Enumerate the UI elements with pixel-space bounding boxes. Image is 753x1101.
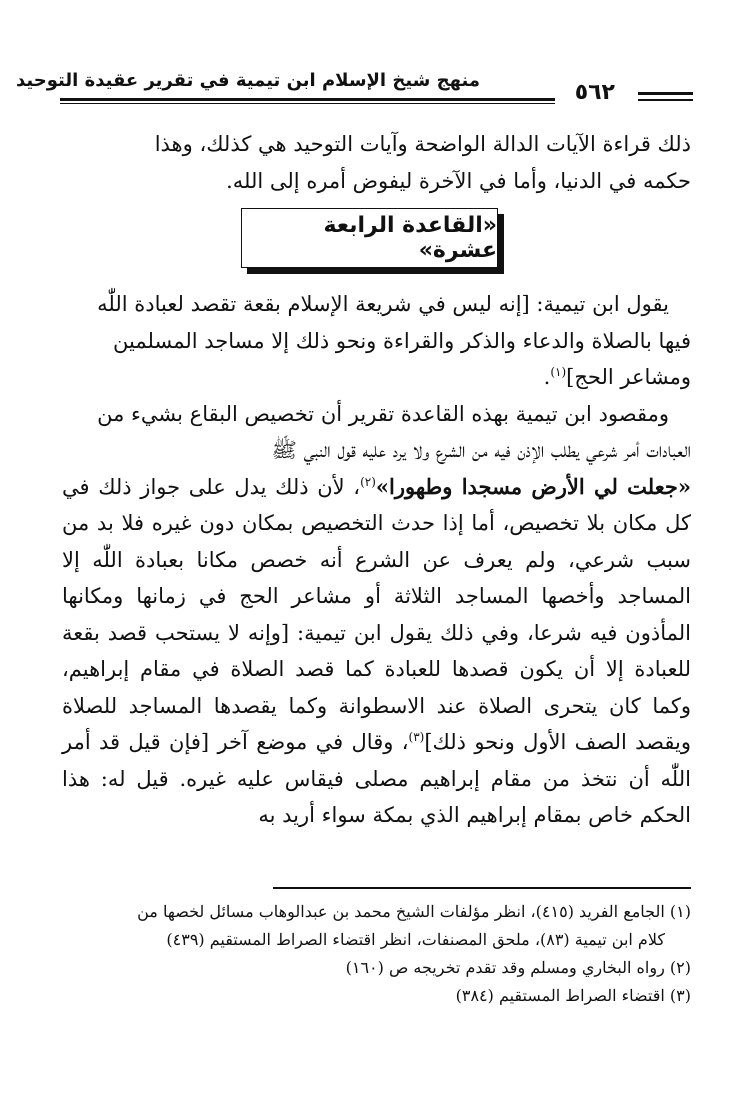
text-block: «جعلت لي الأرض مسجدا وطهورا»$^{(٢)}$، لأن ذلك يدل على جواز ذلك في كل مكان بلا تخصيص، أما إذا حدث التخصيص بمكان دون غيره فلا بد من سبب شرعي، ولم يعرف عن الشرع أنه خصص مكانا بعبادة اللّٰه إلا المساجد وأخصها المساجد الثلاثة أو مشاعر الحج في زمانها ومكانها المأذون فيه شرعا، وفي ذلك يقول ابن تيمية: [وإنه لا يستحب قصد بقعة للعبادة إلا أن يكون قصدها للعبادة كما قصد الصلاة في مقام إبراهيم، وكما كان يتحرى الصلاة عند الاسطوانة وكما يقصدها المساجد للصلاة ويقصد الصف الأول ونحو ذلك]$^{(٣)}$، وقال في موضع آخر [فإن قيل قد أمر اللّٰه أن نتخذ من مقام إبراهيم مصلى فيقاس عليه غيره. قيل له: هذا الحكم خاص بمقام إبراهيم الذي بمكة سواء أريد به <box>62 473 691 827</box>
footnote: (٢) رواه البخاري ومسلم وقد تقدم تخريجه ص (١٦٠) <box>345 958 691 977</box>
hadith-quote: «جعلت لي الأرض مسجدا وطهورا» <box>375 473 691 499</box>
footnote: (٣) اقتضاء الصراط المستقيم (٣٨٤) <box>455 986 691 1005</box>
running-title: منهج شيخ الإسلام ابن تيمية في تقرير عقيدة التوحيد <box>16 70 480 91</box>
quote-line: ومشاعر الحج]$^{(١)}$. <box>543 365 691 389</box>
header-rule-thin <box>60 103 555 104</box>
page-number: ٥٦٢ <box>574 80 615 105</box>
text-line: ذلك قراءة الآيات الدالة الواضحة وآيات التوحيد هي كذلك، وهذا <box>154 132 691 156</box>
header-rule <box>60 98 555 101</box>
footnote: كلام ابن تيمية (٨٣)، ملحق المصنفات، انظر اقتضاء الصراط المستقيم (٤٣٩) <box>166 930 665 949</box>
text-line: العبادات أمر شرعي يطلب الإذن فيه من الشرع ولا يرد عليه قول النبي ﷺ <box>271 438 691 462</box>
footnote-ref[interactable]: (١) <box>550 365 567 379</box>
footnote-ref[interactable]: (٢) <box>360 474 376 489</box>
paragraph-continued <box>62 126 691 199</box>
text-line: حكمه في الدنيا، وأما في الآخرة ليفوض أمره إلى الله. <box>226 168 691 193</box>
quote-line: فيها بالصلاة والدعاء والذكر والقراءة ونحو ذلك إلا مساجد المسلمين <box>113 328 691 353</box>
text-line: ومقصود ابن تيمية بهذه القاعدة تقرير أن تخصيص البقاع بشيء من <box>97 401 669 426</box>
footnote-ref[interactable]: (٣) <box>408 730 425 744</box>
body-paragraphs <box>62 286 691 834</box>
footnotes <box>62 898 691 1010</box>
page-number-rule-2 <box>638 99 693 101</box>
section-heading: «القاعدة الرابعة عشرة» <box>241 208 498 268</box>
page-number-rule <box>638 92 693 95</box>
footnote-rule <box>273 887 691 889</box>
footnote: (١) الجامع الفريد (٤١٥)، انظر مؤلفات الشيخ محمد بن عبدالوهاب مسائل لخصها من <box>137 902 691 921</box>
quote-line: يقول ابن تيمية: [إنه ليس في شريعة الإسلام بقعة تقصد لعبادة اللّٰه <box>97 292 669 316</box>
